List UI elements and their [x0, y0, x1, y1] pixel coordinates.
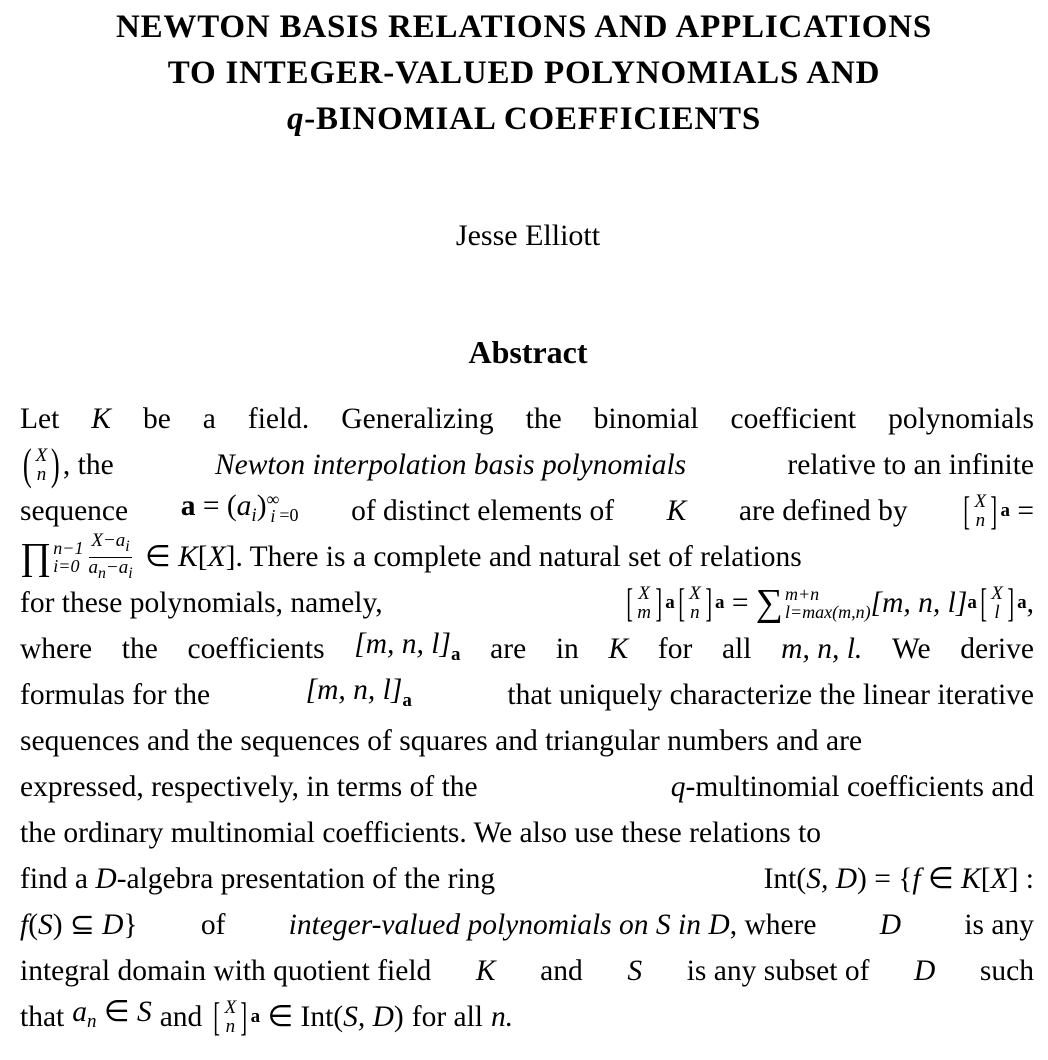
text: , the [62, 449, 114, 481]
abstract-body [20, 396, 1034, 1040]
math-D: D [914, 955, 936, 987]
abstract-line-10 [20, 810, 1034, 856]
text: are defined by [738, 495, 908, 527]
math-m-n-l: m, n, l. [781, 633, 863, 665]
text: integral domain with quotient field [20, 955, 432, 987]
text: for all [411, 1001, 484, 1033]
text: that uniquely characterize the linear iterative [507, 679, 1034, 711]
word: We [891, 633, 931, 665]
word: polynomials [888, 403, 1034, 435]
author-name: Jesse Elliott [455, 219, 601, 252]
abstract-line-2 [20, 442, 1034, 488]
text: find a D-algebra presentation of the ring [20, 863, 496, 895]
word: field. [247, 403, 310, 435]
text: for these polynomials, namely, [20, 587, 383, 619]
math-coefficient: [m, n, $l]_a$ [354, 627, 461, 665]
math-int-S-D: Int(S, D) = {f ∈ K[X] : [763, 863, 1034, 895]
text: , where [729, 909, 817, 941]
word: where [20, 633, 93, 665]
math-K: K [475, 955, 496, 987]
math-S: S [627, 955, 643, 987]
title-line-1: NEWTON BASIS RELATIONS AND APPLICATIONS [115, 9, 933, 45]
text: relative to an infinite [787, 449, 1034, 481]
abstract-line-1 [20, 396, 1034, 442]
abstract-line-5 [20, 580, 1034, 626]
word: the [121, 633, 158, 665]
text: sequence [20, 495, 129, 527]
math-K: K [608, 633, 629, 665]
math-q: q [670, 771, 686, 803]
math-K: K [91, 403, 111, 435]
word: binomial [593, 403, 699, 435]
word: Let [20, 403, 60, 435]
text: formulas for the [20, 679, 211, 711]
word: a [202, 403, 216, 435]
title-line-2: TO INTEGER-VALUED POLYNOMIALS AND [167, 55, 881, 91]
text: and [540, 955, 583, 987]
text: -multinomial coefficients and [685, 771, 1034, 803]
text: of distinct elements of [351, 495, 615, 527]
text [671, 764, 1034, 810]
italic-term: integer-valued polynomials on [288, 909, 649, 941]
math-D: D [879, 909, 902, 941]
word: all [721, 633, 752, 665]
word: be [142, 403, 171, 435]
abstract-line-12 [20, 902, 1034, 948]
text: of [200, 909, 226, 941]
text: is any [964, 909, 1034, 941]
word: are [490, 633, 527, 665]
math-a-n-in-S: $a_n$ ∈ S [72, 996, 152, 1032]
abstract-line-6 [20, 626, 1034, 672]
math-newton-basis-X-n: [ X n ] a = [963, 488, 1034, 533]
word: in [555, 633, 579, 665]
math-binomial-X-n: ( X n ) , the [22, 440, 114, 489]
math-product-formula: ∏ n−1 i=0 $\frac{X-a_i}{a_n-a_i}$ ∈ K[X] . There is a complete and natural set of relations [20, 529, 802, 582]
abstract-line-9 [20, 764, 1034, 810]
math-K: K [666, 495, 687, 527]
word: Generalizing [341, 403, 494, 435]
paper-title [0, 4, 1048, 142]
text: that [20, 1001, 65, 1033]
word: derive [960, 633, 1034, 665]
math-coefficient: [m, n, $l]_a$ [305, 673, 412, 711]
math-newton-basis-in-int: [ X n ] a ∈ Int( S, D ) [213, 994, 404, 1039]
word: coefficients [187, 633, 325, 665]
text: such [979, 955, 1034, 987]
abstract-line-11 [20, 856, 1034, 902]
abstract-heading: Abstract [468, 334, 588, 370]
abstract-line-7 [20, 672, 1034, 718]
abstract-line-3 [20, 488, 1034, 534]
title-line-3-rest: -BINOMIAL COEFFICIENTS [304, 101, 762, 137]
abstract-line-4 [20, 529, 1034, 582]
text: . There is a complete and natural set of relations [235, 541, 802, 573]
math-sequence-a: $a = (a_i)$ ∞ i $_{=0}$ [180, 489, 299, 527]
math-relation-formula: [ X m ] a [ X n ] a = ∑ m+n l=max(m,n) [m, n, l] a [ X l ] a , [626, 580, 1034, 625]
title-q: q [286, 101, 305, 137]
text: and [159, 1001, 203, 1033]
text: expressed, respectively, in terms of the [20, 771, 478, 803]
text: -algebra presentation of the ring [116, 863, 496, 895]
italic-term: in [678, 909, 701, 941]
text: find a [20, 863, 88, 895]
abstract-line-14 [20, 994, 1034, 1040]
math-n: n. [491, 1001, 514, 1033]
italic-term: integer-valued polynomials on S in D, where [288, 909, 817, 941]
word: for [657, 633, 693, 665]
math-f-S-subset-D: f(S) ⊆ D} [20, 909, 138, 941]
title-line-3 [0, 96, 1048, 142]
word: the [525, 403, 562, 435]
abstract-line-8 [20, 718, 1034, 764]
text: sequences and the sequences of squares and triangular numbers and are [20, 725, 863, 757]
text: is any subset of [686, 955, 870, 987]
abstract-line-13 [20, 948, 1034, 994]
italic-term: Newton interpolation basis polynomials [214, 449, 687, 481]
word: coefficient [730, 403, 857, 435]
text: the ordinary multinomial coefficients. We also use these relations to [20, 817, 822, 849]
